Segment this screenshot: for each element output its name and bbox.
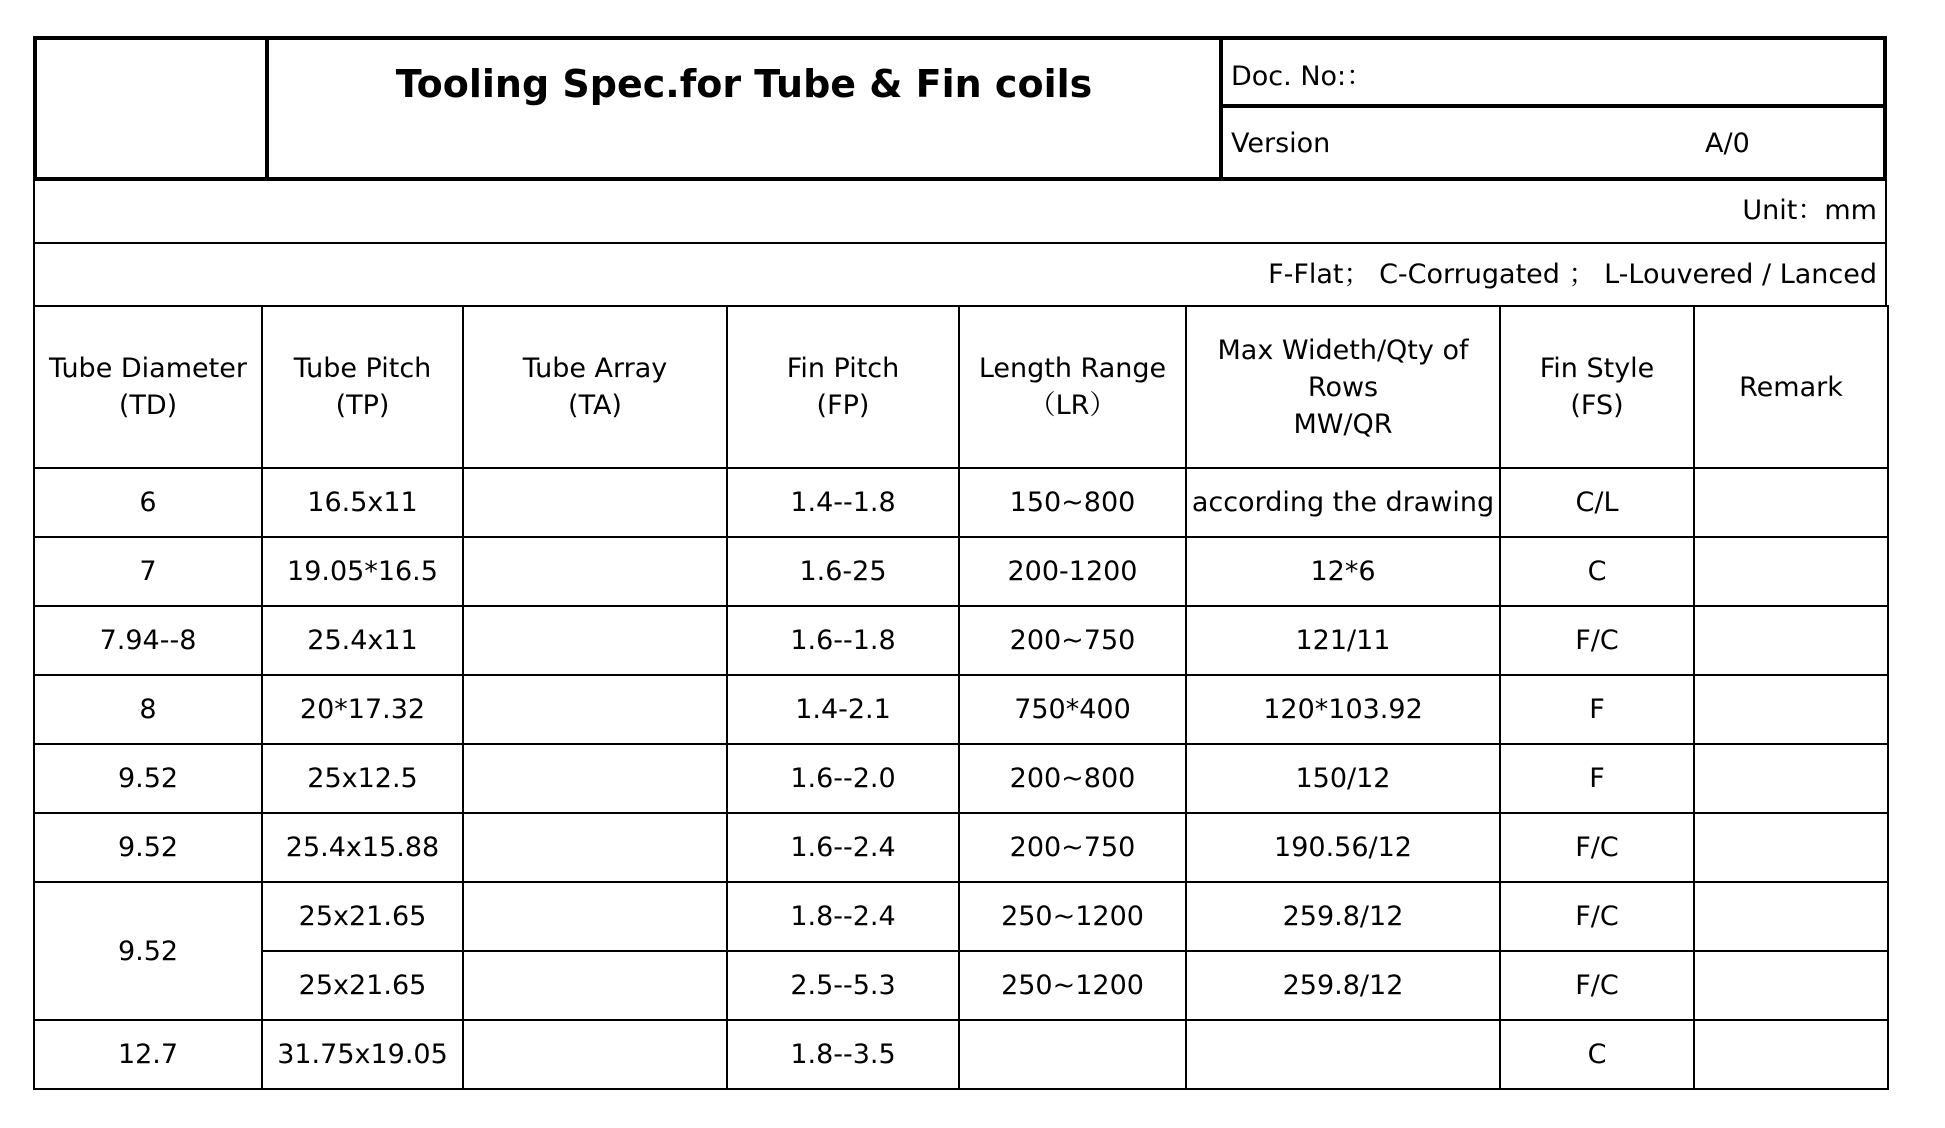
document-title: Tooling Spec.for Tube & Fin coils: [395, 62, 1093, 106]
max-width-cell: according the drawing: [1186, 468, 1500, 537]
tube-pitch-cell: 31.75x19.05: [262, 1020, 463, 1089]
column-header: [959, 306, 1186, 468]
header-line: Fin Pitch: [786, 353, 900, 384]
header-line: Rows: [1307, 371, 1379, 403]
tube-diameter-cell: 9.52: [34, 813, 262, 882]
header-line: Remark: [1739, 371, 1843, 403]
fin-style-cell: C: [1500, 1020, 1694, 1089]
header-line: (TA): [568, 390, 622, 421]
header-line: （LR）: [1028, 390, 1117, 421]
remark-cell: [1694, 537, 1888, 606]
tube-pitch-cell: 25x21.65: [262, 882, 463, 951]
remark-cell: [1694, 951, 1888, 1020]
max-width-cell: 259.8/12: [1186, 882, 1500, 951]
doc-no-label: Doc. No:：: [1231, 61, 1374, 92]
tube-diameter-cell: 12.7: [34, 1020, 262, 1089]
unit-note: [33, 181, 1887, 244]
fin-pitch-cell: 1.6-25: [727, 537, 959, 606]
remark-cell: [1694, 1020, 1888, 1089]
length-range-cell: 200~750: [959, 606, 1186, 675]
header-line: Fin Style: [1539, 353, 1655, 384]
fin-style-cell: F/C: [1500, 882, 1694, 951]
tube-diameter-cell: 7: [34, 537, 262, 606]
fin-style-cell: F: [1500, 744, 1694, 813]
table-row: [34, 951, 1888, 1020]
table-row: [34, 606, 1888, 675]
max-width-cell: [1186, 1020, 1500, 1089]
remark-cell: [1694, 468, 1888, 537]
tube-diameter-cell: 9.52: [34, 744, 262, 813]
unit-text: Unit：mm: [1742, 195, 1877, 226]
length-range-cell: 250~1200: [959, 882, 1186, 951]
length-range-cell: 750*400: [959, 675, 1186, 744]
table-header-row: [34, 306, 1888, 468]
tube-diameter-cell: 9.52: [34, 882, 262, 1020]
fin-pitch-cell: 1.4--1.8: [727, 468, 959, 537]
tube-diameter-cell: 7.94--8: [34, 606, 262, 675]
table-row: [34, 1020, 1888, 1089]
tube-array-cell: [463, 606, 727, 675]
column-header: [1186, 306, 1500, 468]
column-header: [34, 306, 262, 468]
table-row: [34, 813, 1888, 882]
table-row: [34, 537, 1888, 606]
remark-cell: [1694, 675, 1888, 744]
max-width-cell: 150/12: [1186, 744, 1500, 813]
tube-array-cell: [463, 537, 727, 606]
column-header: [727, 306, 959, 468]
length-range-cell: 200~750: [959, 813, 1186, 882]
length-range-cell: 250~1200: [959, 951, 1186, 1020]
header-line: (FS): [1570, 390, 1624, 421]
title-cell: [269, 40, 1223, 177]
header-line: (TD): [118, 390, 178, 421]
tube-array-cell: [463, 951, 727, 1020]
tube-array-cell: [463, 675, 727, 744]
document-header: [33, 36, 1887, 181]
column-header: [1500, 306, 1694, 468]
tube-pitch-cell: 25x12.5: [262, 744, 463, 813]
fin-style-legend: [33, 244, 1887, 307]
fin-pitch-cell: 1.6--2.4: [727, 813, 959, 882]
fin-pitch-cell: 1.8--2.4: [727, 882, 959, 951]
max-width-cell: 12*6: [1186, 537, 1500, 606]
fin-pitch-cell: 1.8--3.5: [727, 1020, 959, 1089]
tube-pitch-cell: 25.4x11: [262, 606, 463, 675]
tube-pitch-cell: 20*17.32: [262, 675, 463, 744]
header-line: Max Wideth/Qty of: [1217, 334, 1469, 366]
fin-style-cell: F: [1500, 675, 1694, 744]
table-row: [34, 882, 1888, 951]
tube-pitch-cell: 25x21.65: [262, 951, 463, 1020]
doc-no-cell: [1223, 40, 1883, 108]
tube-array-cell: [463, 1020, 727, 1089]
length-range-cell: [959, 1020, 1186, 1089]
fin-style-cell: F/C: [1500, 813, 1694, 882]
tube-diameter-cell: 8: [34, 675, 262, 744]
header-line: Tube Diameter: [49, 353, 247, 384]
table-row: [34, 675, 1888, 744]
spec-table: [33, 305, 1889, 1090]
tube-pitch-cell: 25.4x15.88: [262, 813, 463, 882]
fin-style-cell: C: [1500, 537, 1694, 606]
fin-pitch-cell: 2.5--5.3: [727, 951, 959, 1020]
tube-diameter-cell: 6: [34, 468, 262, 537]
logo-cell: [37, 40, 269, 177]
header-line: Tube Pitch: [293, 353, 432, 384]
remark-cell: [1694, 606, 1888, 675]
length-range-cell: 200-1200: [959, 537, 1186, 606]
header-line: MW/QR: [1293, 408, 1393, 440]
table-row: [34, 744, 1888, 813]
max-width-cell: 121/11: [1186, 606, 1500, 675]
fin-pitch-cell: 1.4-2.1: [727, 675, 959, 744]
version-label: Version: [1231, 128, 1331, 159]
max-width-cell: 259.8/12: [1186, 951, 1500, 1020]
tube-array-cell: [463, 744, 727, 813]
tube-array-cell: [463, 882, 727, 951]
header-line: (FP): [816, 390, 870, 421]
column-header: [1694, 306, 1888, 468]
fin-pitch-cell: 1.6--2.0: [727, 744, 959, 813]
tube-array-cell: [463, 813, 727, 882]
remark-cell: [1694, 813, 1888, 882]
remark-cell: [1694, 744, 1888, 813]
column-header: [262, 306, 463, 468]
table-row: [34, 468, 1888, 537]
fin-style-cell: F/C: [1500, 606, 1694, 675]
version-value: A/0: [1705, 128, 1750, 159]
max-width-cell: 120*103.92: [1186, 675, 1500, 744]
tube-pitch-cell: 19.05*16.5: [262, 537, 463, 606]
remark-cell: [1694, 882, 1888, 951]
fin-legend-text: F-Flat； C-Corrugated ； L-Louvered / Lanced: [1268, 259, 1877, 290]
length-range-cell: 200~800: [959, 744, 1186, 813]
header-line: (TP): [335, 390, 390, 421]
column-header: [463, 306, 727, 468]
version-cell: [1223, 112, 1883, 177]
header-line: Length Range: [978, 353, 1167, 384]
fin-style-cell: F/C: [1500, 951, 1694, 1020]
tube-pitch-cell: 16.5x11: [262, 468, 463, 537]
fin-pitch-cell: 1.6--1.8: [727, 606, 959, 675]
tube-array-cell: [463, 468, 727, 537]
header-line: Tube Array: [522, 353, 668, 384]
length-range-cell: 150~800: [959, 468, 1186, 537]
fin-style-cell: C/L: [1500, 468, 1694, 537]
max-width-cell: 190.56/12: [1186, 813, 1500, 882]
